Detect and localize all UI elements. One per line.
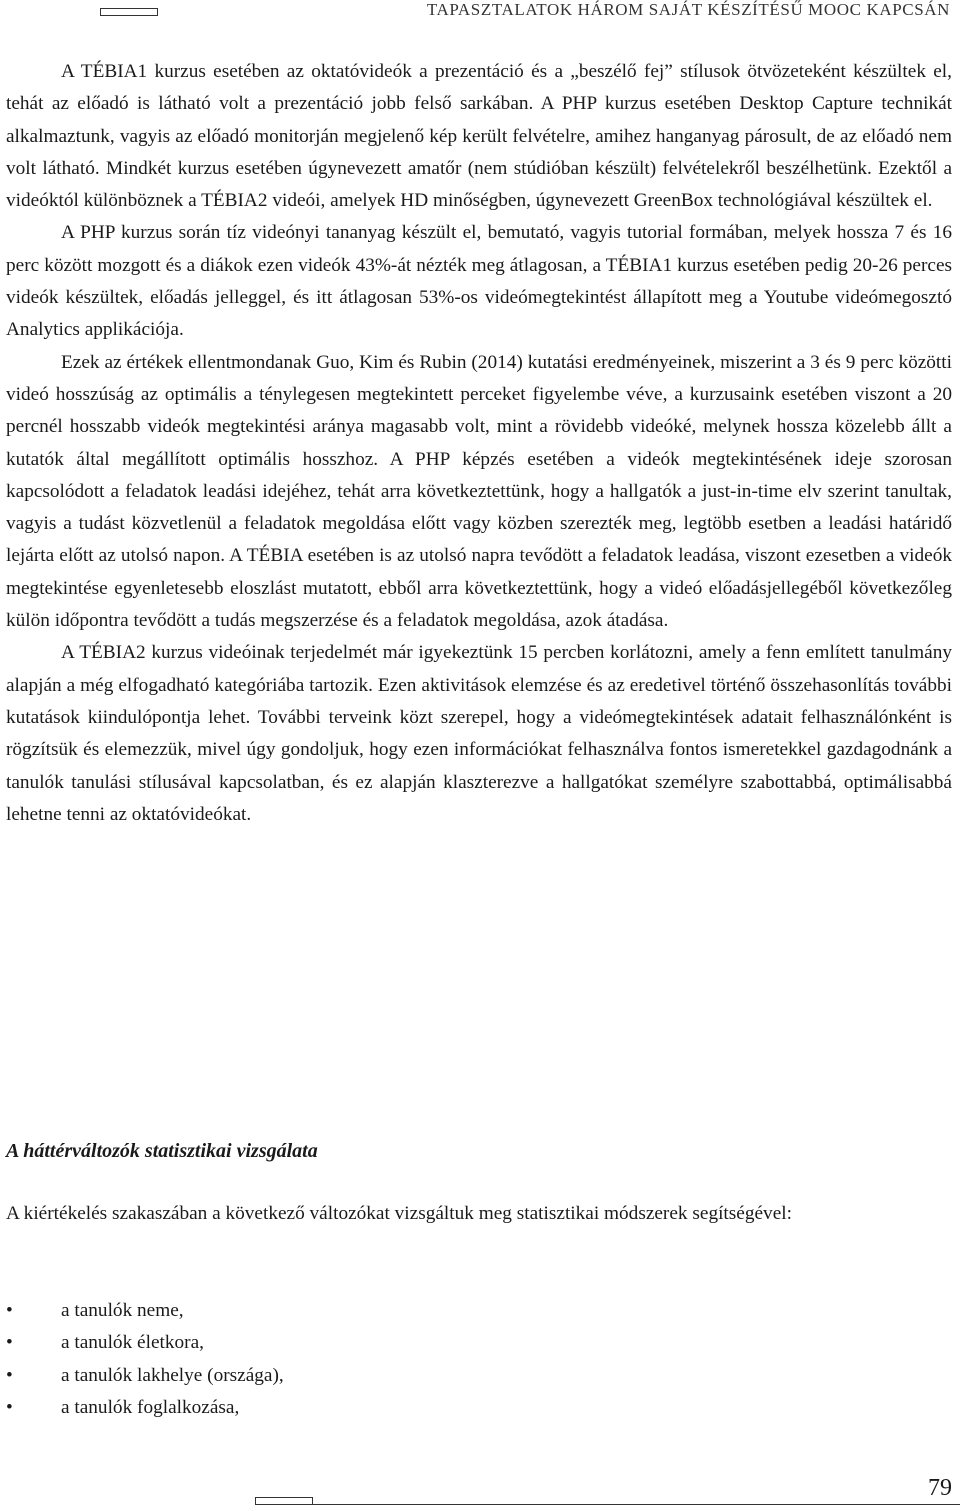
bullet-icon: •	[6, 1332, 13, 1354]
list-item	[6, 1295, 284, 1327]
paragraph: A PHP kurzus során tíz videónyi tananyag készült el, bemutató, vagyis tutorial formában, melyek hossza 7 és 16 perc között mozgott és a diákok ezen videók 43%-át nézték meg átlagosan, a TÉBIA1 kurzus esetében pedig 20-26 perces videók készültek, előadás jelleggel, és itt átlagosan 53%-os videómegtekintést állapított meg a Youtube videómegosztó Analytics applikációja.	[6, 222, 952, 341]
bullet-icon: •	[6, 1396, 13, 1418]
bullet-icon: •	[6, 1300, 13, 1321]
list-item-text: a tanulók foglalkozása,	[61, 1396, 240, 1418]
list-item-text: a tanulók neme,	[61, 1300, 184, 1321]
bullet-list	[6, 1295, 284, 1424]
page-number: 79	[928, 1475, 952, 1501]
footer-rule	[313, 1504, 960, 1505]
paragraph: A kiértékelés szakaszában a következő változókat vizsgáltuk meg statisztikai módszerek segítségével:	[6, 1203, 792, 1224]
list-item-text: a tanulók életkora,	[61, 1332, 204, 1354]
list-item	[6, 1327, 284, 1359]
list-item	[6, 1360, 284, 1392]
footer-decoration-bar	[255, 1497, 313, 1505]
paragraph: A TÉBIA1 kurzus esetében az oktatóvideók a prezentáció és a „beszélő fej” stílusok ötvözeteként készültek el, tehát az előadó is látható volt a prezentáció jobb felső sarkában. A PHP kurzus esetében Desktop Capture technikát alkalmaztunk, vagyis az előadó monitorján megjelenő kép került felvételre, amihez hanganyag párosult, de az előadó nem volt látható. Mindkét kurzus esetében úgynevezett amatőr (nem stúdióban készült) felvételekről beszélhetünk. Ezektől a videóktól különböznek a TÉBIA2 videói, amelyek HD minőségben, úgynevezett GreenBox technológiával készültek el.	[6, 61, 952, 212]
section-heading: A háttérváltozók statisztikai vizsgálata	[6, 1140, 318, 1162]
bullet-icon: •	[6, 1364, 13, 1386]
body-text	[6, 56, 952, 831]
header-decoration-bar	[100, 8, 158, 16]
running-header-title: TAPASZTALATOK HÁROM SAJÁT KÉSZÍTÉSŰ MOOC KAPCSÁN	[426, 0, 950, 19]
list-item	[6, 1392, 284, 1424]
paragraph: A TÉBIA2 kurzus videóinak terjedelmét már igyekeztünk 15 percben korlátozni, amely a fenn említett tanulmány alapján a még elfogadható kategóriába tartozik. Ezen aktivitások elemzése és az eredetivel történő összehasonlítás további kutatások kiindulópontja lehet. További terveink közt szerepel, hogy a videómegtekintések adatait felhasználónként is rögzítsük és elemezzük, mivel úgy gondoljuk, hogy ezen információkat felhasználva fontos ismeretekkel gazdagodnánk a tanulók tanulási stílusával kapcsolatban, és ez alapján klaszterezve a hallgatókat személyre szabottabbá, optimálisabbá lehetne tenni az oktatóvideókat.	[6, 642, 952, 825]
section-intro	[6, 1198, 952, 1230]
list-item-text: a tanulók lakhelye (országa),	[61, 1364, 284, 1386]
paragraph: Ezek az értékek ellentmondanak Guo, Kim és Rubin (2014) kutatási eredményeinek, miszerint a 3 és 9 perc közötti videó hosszúság az optimális a ténylegesen megtekintett perceket figyelembe véve, a kurzusaink esetében viszont a 20 percnél hosszabb videók megtekintési aránya magasabb volt, mint a rövidebb videóké, melynek hossza közelebb állt a kutatók által megállított optimális hosszhoz. A PHP képzés esetében a videók megtekintésének ideje szorosan kapcsolódott a feladatok leadási idejéhez, tehát arra következtettünk, hogy a hallgatók a just-in-time elv szerint tanultak, vagyis a tudást közvetlenül a feladatok megoldása előtt vagy közben szerezték meg, legtöbb esetben a leadási határidő lejárta előtt az utolsó napon. A TÉBIA esetében is az utolsó napra tevődött a feladatok leadása, viszont ezesetben a videók megtekintése egyenletesebb eloszlást mutatott, ebből arra következtettünk, hogy a videó előadásjellegéből következőleg külön időpontra tevődött a tudás megszerzése és a feladatok megoldása, azok átadása.	[6, 351, 952, 632]
